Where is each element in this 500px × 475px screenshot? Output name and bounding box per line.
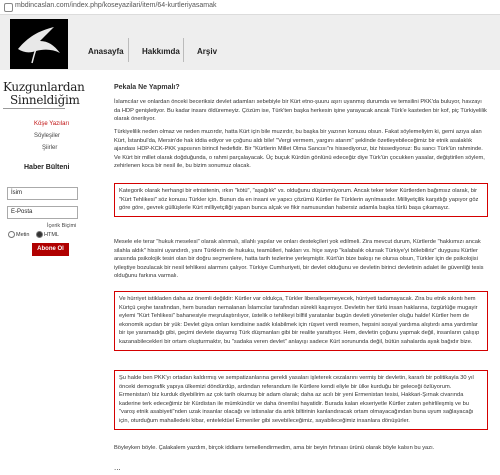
radio-text-label: Metin <box>16 231 30 238</box>
article-paragraph-2: Türkiyelilik neden olmaz ve neden muzırdır, hatta Kürt için bile muzırdır, bu başka bir yazının konusu olsun. Fakat söylemeliyim ki, gemi azıya alan Kürt, İstanbul'da, Mersin'de hak iddia ediyor ve çoğunu aldı bile! "Vergi vermem, yargını atarım" şeklinde özetleyebileceğimiz bir etnik asalaklık ajandası HDP-KCK-PKK yapısının birincil hedefidir. Bir "Kürtlerin Millet Olma Sancısı"nı hissediyoruz, biz hissediyoruz: Bu sancı Türk'ün rahminde. Ve Kürt bir millet olarak doğduğunda, o rahmi parçalayacak. Üç buçuk Kürdün gönlünü edeceğiz diye Türk'ün çocukken yasalar, değiştirilen söylem, zehirlenen koca bir nesil ile, bu bizim sonumuz olacak. <box>114 129 485 170</box>
article-paragraph-7: Böyleyken böyle. Çalakalem yazdım, birçok iddiamı temellendirmedim, ama bir beyin fırtınası ürünü olarak böyle kalsın bu yazı. <box>114 445 435 451</box>
article-paragraph-3-highlighted: Kategorik olarak herhangi bir etnisitenin, ırkın "kötü", "aşağılık" vs. olduğunu düşünmüyorum. Ancak teker teker Kürtlerden bağımsız olarak, bir "Kürt Tehlikesi" söz konusu Türkler için. Bunun da en insani ve yapıcı çözümü Kürtler ile Türklerin ayrılmasıdır. Milliyetçilik karşıtlığı yapıyor göz göre göre, gevrek güllüşlerle Kürt milliyetçiliği yapan bunca alçak ve fikir namusundan habersiz adamla başka türlü başa çıkamayız. <box>114 183 488 217</box>
article-question: Pekala Ne Yapmalı? <box>114 84 180 91</box>
raven-logo-icon <box>10 19 68 69</box>
article-paragraph-1: İslamcılar ve onlardan önceki beceriksiz devlet adamları sebebiyle bir Kürt etno-şuuru aşırı uyanmış durumda ve temsilini PKK'da buluyor, havzayı da HDP genişletiyor. Bu kadar insanı öldüremeyiz. Çözüm ise, Türk'ten başka herkesin işine yarayacak ancak Türk'e kasteden bir kof, piç Türkiyelilik olarak önerilıyor. <box>114 99 487 123</box>
content-type-label: İçerik Biçimi <box>47 223 77 229</box>
article-paragraph-5-highlighted: Ve hürriyet istikladen daha az önemli değildir: Kürtler var oldukça, Türkler liberalleşemeyecek, hürriyeti tadamayacak. Zira bu etnik sıkıntı hem Kürtçü çeşhe tarafından, hem buradan nemalanan İslamcılar tarafından sürekli kaşınıyor. Devletin her türlü insan haklarına, özgürlüğe mugayir eylemi "Kürt Tehlikesi" bahanesiyle meşrulaştırılıyor, üstelik o tehlikeyi bilfiil yaratanlar bugün devleti yönetenler oluğu halde! Kürtler hem de ekonomik açıdan bir yük: Devlet güya onları kendisine sadık kılabilmek için rüşvet verdi resmen, hepsini sosyal yardıma alıştırdı ama yardımlar bir işe yaramadığı gibi, geçimi devlete dayamış Türk düşmanları gibi bir realite yarattıyor. Hem, devletin çoğunu yapmak değil, insanların çalışıp kazanabilecekleri bir ortam oluşturmaktır, bu "sadaka veren devlet" anlayışı sadece Kürt sorununda değil, bütün sahalarda ayak bağıdır bize. <box>114 291 488 351</box>
sidebar-link-talks[interactable]: Söyleşiler <box>34 133 61 139</box>
email-input[interactable]: E-Posta <box>7 206 78 219</box>
browser-address-bar[interactable] <box>0 0 500 15</box>
site-logo[interactable] <box>10 19 68 69</box>
sidebar <box>0 70 80 475</box>
radio-icon[interactable] <box>8 231 15 238</box>
nav-home[interactable]: Anasayfa <box>88 47 124 56</box>
radio-html-label: HTML <box>44 231 59 238</box>
sidebar-link-columns[interactable]: Köşe Yazıları <box>34 121 70 127</box>
url-text[interactable]: mbdincaslan.com/index.php/koseyazilari/item/64-kurtleriyasamak <box>15 2 217 9</box>
sidebar-link-poems[interactable]: Şiirler <box>42 145 58 151</box>
nav-divider <box>128 38 129 62</box>
radio-text-format[interactable] <box>8 231 29 238</box>
nav-archive[interactable]: Arşiv <box>197 47 218 56</box>
article-paragraph-6-highlighted: Şu halde ben PKK'yı ortadan kaldırmış ve sempatizanlarına gerekli yasaları işleterek cezalarını vermiş bir devletin, kararlı bir politikayla 30 yıl önceki demografik yapıya ülkemizi döndürdüp, ardından referandum ile Kürtlere kendi eliyle bir ülke kurduğu bir geleceği özlüyorum. Ermenistan'ı biz kurduk diyebilirim az çok tarih okumuş bir adam olarak; daha az acılı bir yeni Ermenistan tesisi, Hakkari-Şırnak civarında kaderine terk edeceğimiz bir Kürdistan ile mümkündür ve daha önemlisi hayatidir. Burada kalan ekseriyetle Kürtler zaten şehirlileşmiş ve bu "varoş etnik asabiyeti"nden uzak insanlar olacağı ve istisnalar da artık biltirinin kanlandıracak ortam olmayacağından buna uyum sağlayacağı için, oturduğum mahalledeki kibar, entelektüel Ermeniler gibi sevebileceğimiz, sayabileceğimiz insanlara dönüşürler. <box>114 370 488 430</box>
article-ellipsis: ... <box>114 463 121 472</box>
sidebar-brand-line1: Kuzgunlardan <box>3 80 85 94</box>
radio-html-format[interactable] <box>36 231 59 238</box>
subscribe-button[interactable]: Abone Ol <box>32 243 69 256</box>
lock-icon <box>4 3 13 12</box>
site-header <box>0 15 500 70</box>
sidebar-brand-line2: Sinneldiğim <box>10 93 80 107</box>
brand-underline <box>3 108 65 109</box>
name-input[interactable]: İsim <box>7 187 78 200</box>
article-paragraph-4: Mesele ele terar "hukuk meselesi" olarak alınmalı, silahlı yapılar ve onları destekçileri yok edilmeli. Zira mevcut durum, Kürtlerde "hakkımızı ancak silahla aldık" hissini uyandırdı, yanı Türklerin de hukuku, teamülleri, hakları vs. hiçe sayıp "kalabalık olursak Türkiye'yi bölebiliriz" duygusu Kürtler arasında psikolojik tesiri olan bir doğru seçmenlere, hatta tarih tezlerine yerleşmiştir. Kürt'ün bize bakışı ne olursa olsun, Türkler için de psikolojisi iyileştiye bozulacak bir nesil tehlikesi alarmını çalıyor. Türkiye Cumhuriyeti, bir devlet olduğunu ve devletin birinci devletinin adalet ile güvenliği tesis olduğunu farkına varmalı. <box>114 239 484 280</box>
newsletter-title: Haber Bülteni <box>24 164 70 171</box>
nav-divider <box>183 38 184 62</box>
radio-selected-icon[interactable] <box>36 231 43 238</box>
nav-about[interactable]: Hakkımda <box>142 47 180 56</box>
